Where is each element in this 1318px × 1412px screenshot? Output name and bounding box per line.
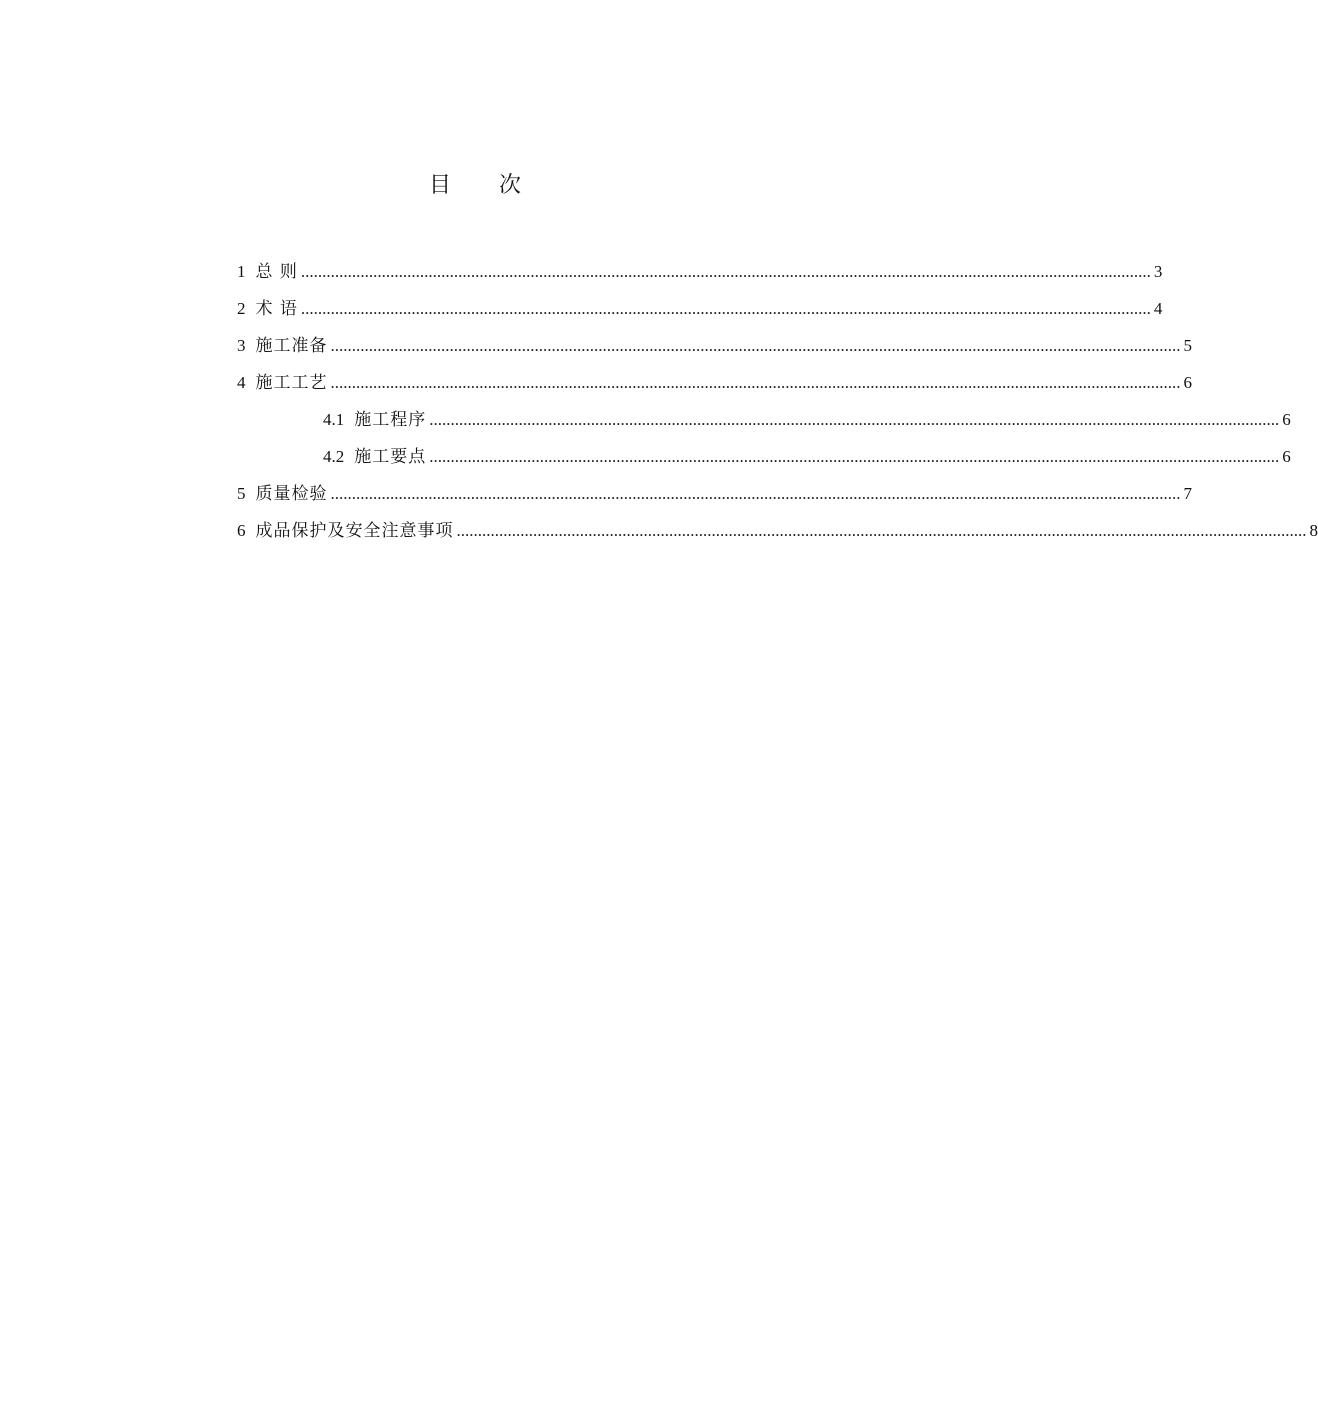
toc-title: 施工工艺	[255, 373, 328, 393]
page-title	[0, 172, 950, 200]
toc-number: 4.2	[323, 447, 345, 466]
toc-entry-4-1[interactable]	[237, 406, 1291, 443]
toc-leader-dots: ........................................................................................................................................................................................................	[300, 299, 1151, 318]
toc-title: 成品保护及安全注意事项	[255, 521, 454, 541]
toc-page-number: 3	[1153, 262, 1163, 281]
title-char-2: 次	[499, 173, 522, 198]
title-char-1: 目	[428, 173, 451, 198]
toc-entry-4[interactable]	[237, 369, 1192, 406]
toc-leader-dots: ........................................................................................................................................................................................................	[300, 262, 1151, 281]
toc-entry-1[interactable]	[237, 258, 1163, 295]
toc-page-number: 6	[1282, 410, 1291, 429]
toc-leader-dots: ........................................................................................................................................................................................................	[330, 373, 1181, 392]
toc-entry-4-2[interactable]	[237, 443, 1291, 480]
toc-title: 施工准备	[255, 336, 328, 356]
toc-entry-5[interactable]	[237, 480, 1192, 517]
toc-leader-dots: ........................................................................................................................................................................................................	[429, 447, 1280, 466]
toc-entry-2[interactable]	[237, 295, 1163, 332]
toc-leader-dots: ........................................................................................................................................................................................................	[456, 521, 1307, 540]
toc-leader-dots: ........................................................................................................................................................................................................	[330, 336, 1181, 355]
toc-page-number: 6	[1282, 447, 1291, 466]
toc-page-number: 7	[1183, 484, 1192, 503]
toc-page-number: 4	[1153, 299, 1163, 318]
toc-leader-dots: ........................................................................................................................................................................................................	[330, 484, 1181, 503]
toc-title: 质量检验	[255, 484, 328, 504]
toc-entry-6[interactable]	[237, 517, 1318, 554]
table-of-contents	[237, 258, 1318, 554]
toc-page-number: 5	[1183, 336, 1192, 355]
toc-title: 施工要点	[354, 447, 427, 467]
toc-number: 4	[237, 373, 246, 392]
toc-title: 术 语	[255, 299, 298, 319]
toc-leader-dots: ........................................................................................................................................................................................................	[429, 410, 1280, 429]
toc-number: 3	[237, 336, 246, 355]
toc-number: 1	[237, 262, 246, 281]
toc-number: 6	[237, 521, 246, 540]
toc-number: 4.1	[323, 410, 345, 429]
toc-title: 总 则	[255, 262, 298, 282]
toc-page-number: 8	[1309, 521, 1318, 540]
toc-number: 2	[237, 299, 246, 318]
toc-page-number: 6	[1183, 373, 1192, 392]
toc-entry-3[interactable]	[237, 332, 1192, 369]
toc-title: 施工程序	[354, 410, 427, 430]
toc-number: 5	[237, 484, 246, 503]
